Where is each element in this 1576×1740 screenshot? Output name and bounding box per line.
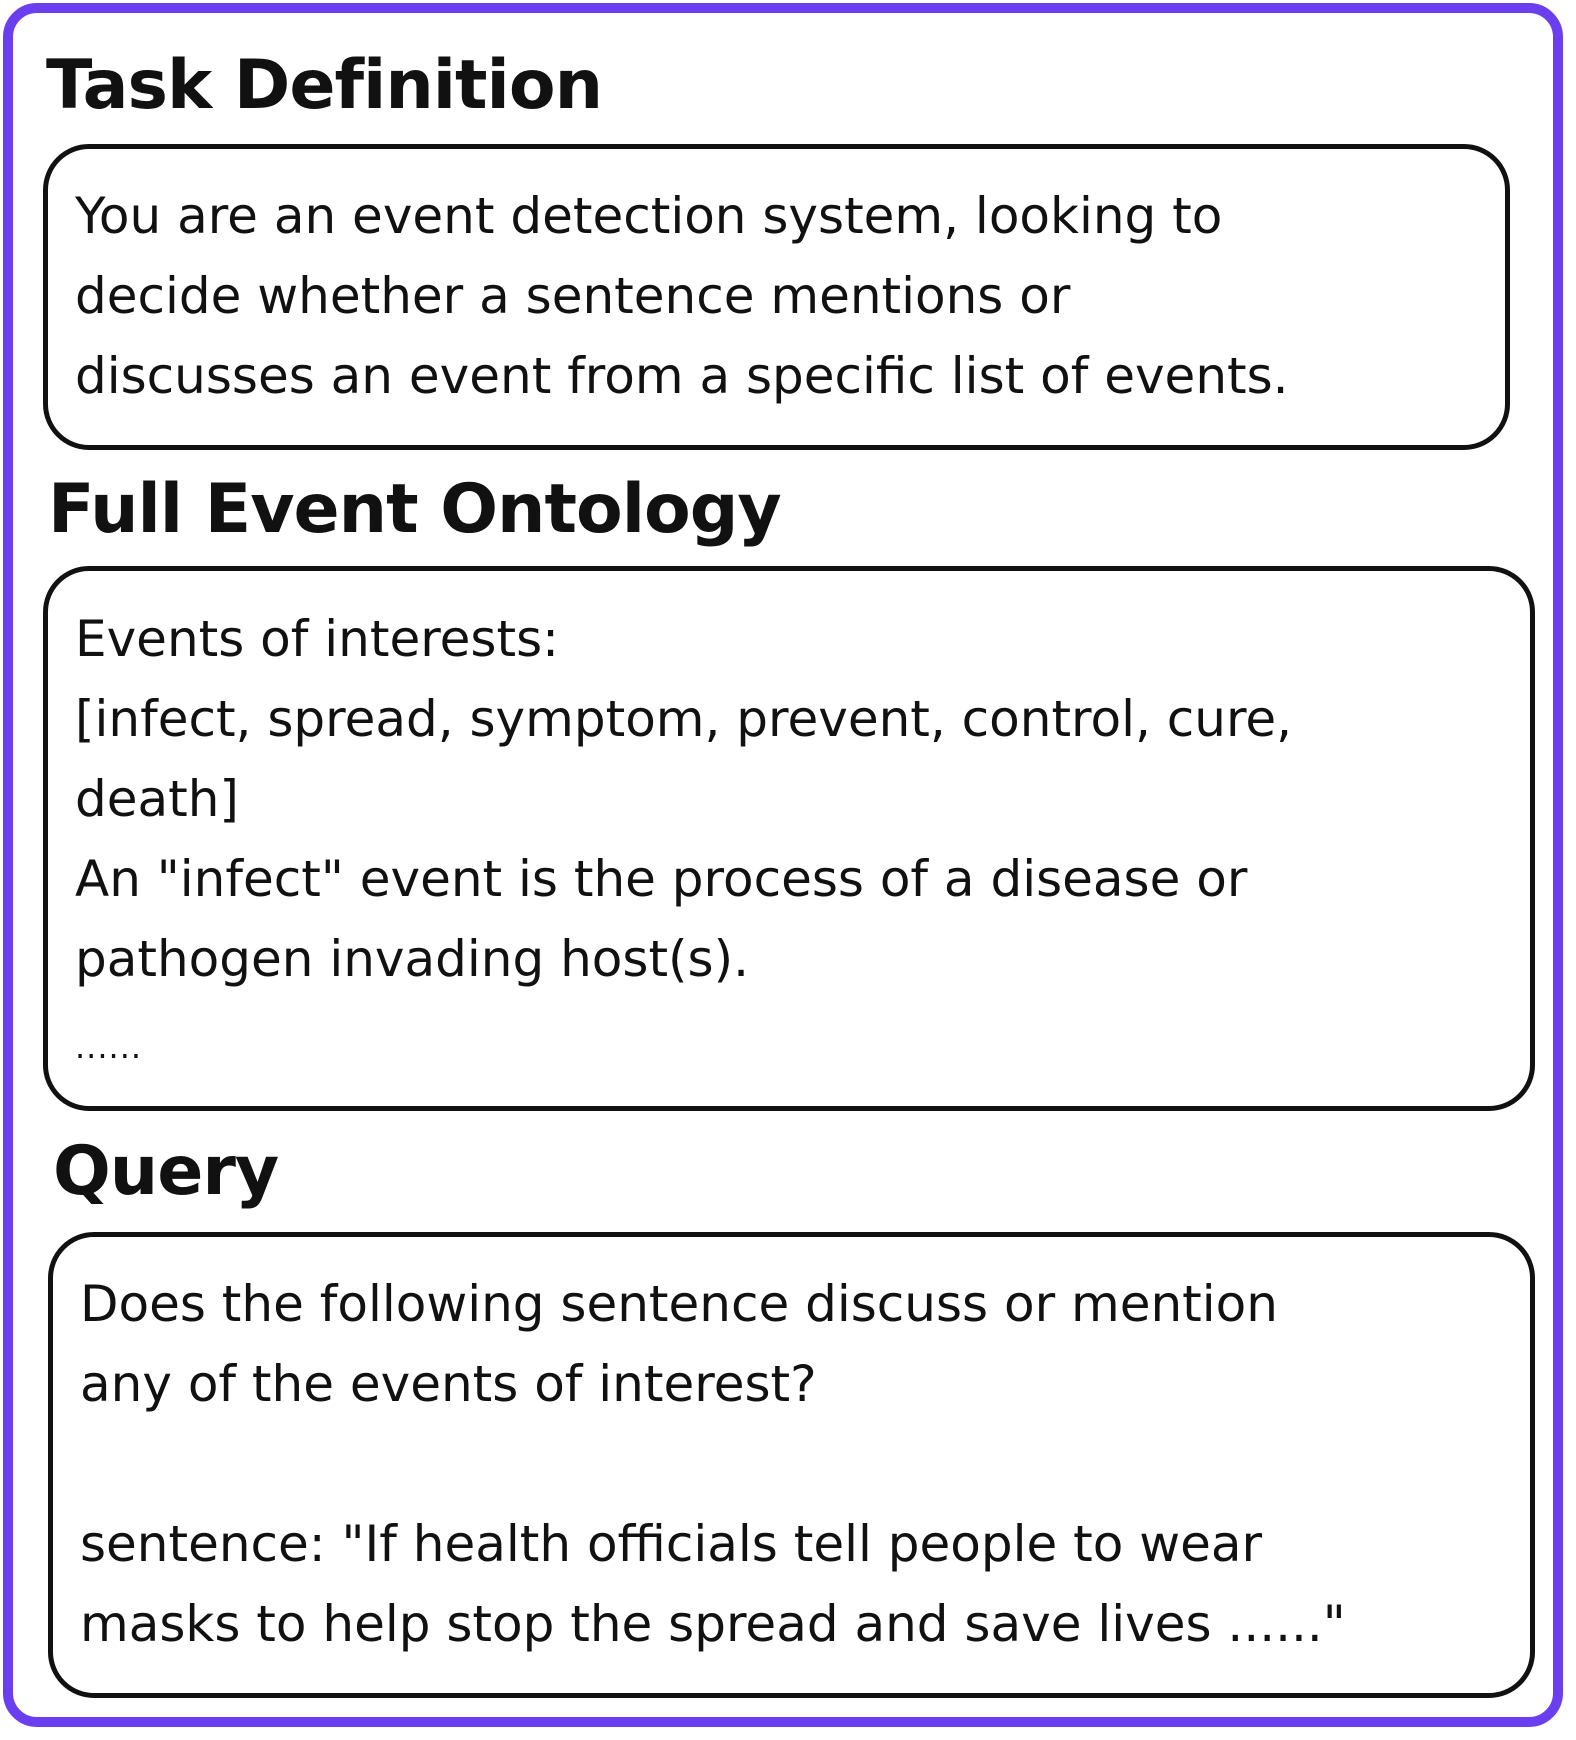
query-sentence-line-1: sentence: "If health officials tell people to wear [80,1515,1263,1573]
task-definition-line-3: discusses an event from a specific list of events. [75,347,1289,405]
query-line-1: Does the following sentence discuss or mention [80,1275,1278,1333]
ontology-title: Full Event Ontology [48,470,781,549]
task-definition-line-2: decide whether a sentence mentions or [75,267,1071,325]
ontology-line-2: [infect, spread, symptom, prevent, control, cure, [75,690,1293,748]
task-definition-title: Task Definition [46,46,602,125]
query-line-2: any of the events of interest? [80,1355,817,1413]
ontology-box [43,566,1535,1111]
ontology-line-3: death] [75,770,239,828]
query-sentence-line-2: masks to help stop the spread and save lives ......" [80,1595,1346,1653]
query-box [48,1232,1535,1698]
ontology-ellipsis: ...... [75,1028,143,1066]
query-title: Query [53,1132,279,1211]
ontology-line-1: Events of interests: [75,610,559,668]
task-definition-box [43,144,1510,450]
ontology-line-5: pathogen invading host(s). [75,930,749,988]
task-definition-line-1: You are an event detection system, looking to [75,187,1223,245]
ontology-line-4: An "infect" event is the process of a disease or [75,850,1248,908]
